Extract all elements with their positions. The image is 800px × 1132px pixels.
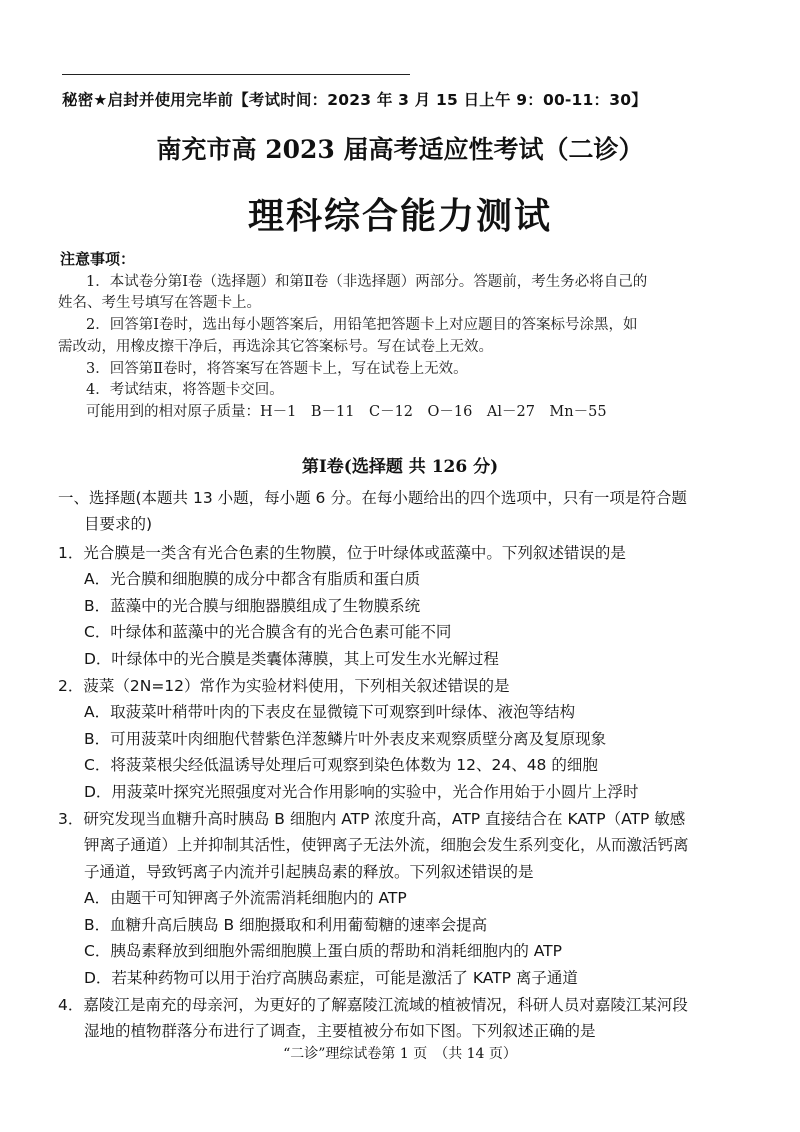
question-2-stem: 2．菠菜（2N=12）常作为实验材料使用，下列相关叙述错误的是 bbox=[58, 677, 510, 695]
question-3-option-b: B．血糖升高后胰岛 B 细胞摄取和利用葡萄糖的速率会提高 bbox=[84, 916, 488, 934]
question-1-option-a: A．光合膜和细胞膜的成分中都含有脂质和蛋白质 bbox=[84, 570, 421, 588]
header-rule bbox=[62, 74, 410, 75]
note-line: 1．本试卷分第Ⅰ卷（选择题）和第Ⅱ卷（非选择题）两部分。答题前，考生务必将自己的 bbox=[86, 274, 648, 290]
subject-title: 理科综合能力测试 bbox=[247, 196, 552, 237]
question-1-option-b: B．蓝藻中的光合膜与细胞器膜组成了生物膜系统 bbox=[84, 597, 421, 615]
note-line: 2．回答第Ⅰ卷时，选出每小题答案后，用铅笔把答题卡上对应题目的答案标号涂黑，如 bbox=[86, 317, 638, 333]
atomic-mass-line: 可能用到的相对原子质量：H－1 B－11 C－12 O－16 Al－27 Mn－55 bbox=[86, 404, 607, 420]
note-line: 3．回答第Ⅱ卷时，将答案写在答题卡上，写在试卷上无效。 bbox=[86, 361, 468, 377]
question-1-option-c: C．叶绿体和蓝藻中的光合膜含有的光合色素可能不同 bbox=[84, 623, 452, 641]
notes-heading: 注意事项： bbox=[60, 250, 136, 268]
question-2-option-d: D．用菠菜叶探究光照强度对光合作用影响的实验中，光合作用始于小圆片上浮时 bbox=[84, 783, 639, 801]
note-line: 姓名、考生号填写在答题卡上。 bbox=[58, 295, 261, 311]
part-instructions: 一、选择题(本题共 13 小题，每小题 6 分。在每小题给出的四个选项中，只有一项是符合题 bbox=[58, 489, 687, 507]
part-instructions: 目要求的) bbox=[84, 515, 153, 533]
page-footer: “二诊”理综试卷第 1 页 （共 14 页） bbox=[283, 1046, 517, 1062]
question-1-stem: 1．光合膜是一类含有光合色素的生物膜，位于叶绿体或蓝藻中。下列叙述错误的是 bbox=[58, 544, 626, 562]
question-3-option-a: A．由题干可知钾离子外流需消耗细胞内的 ATP bbox=[84, 889, 407, 907]
question-2-option-c: C．将菠菜根尖经低温诱导处理后可观察到染色体数为 12、24、48 的细胞 bbox=[84, 756, 598, 774]
question-2-option-b: B．可用菠菜叶肉细胞代替紫色洋葱鳞片叶外表皮来观察质壁分离及复原现象 bbox=[84, 730, 607, 748]
question-3-option-c: C．胰岛素释放到细胞外需细胞膜上蛋白质的帮助和消耗细胞内的 ATP bbox=[84, 942, 562, 960]
question-4-stem: 湿地的植物群落分布进行了调查，主要植被分布如下图。下列叙述正确的是 bbox=[84, 1022, 596, 1040]
confidential-notice: 秘密★启封并使用完毕前【考试时间：2023 年 3 月 15 日上午 9：00-11：30】 bbox=[62, 91, 647, 109]
note-line: 4．考试结束，将答题卡交回。 bbox=[86, 382, 284, 398]
question-3-stem: 钾离子通道）上并抑制其活性，使钾离子无法外流，细胞会发生系列变化，从而激活钙离 bbox=[84, 836, 689, 854]
note-line: 需改动，用橡皮擦干净后，再选涂其它答案标号。写在试卷上无效。 bbox=[58, 339, 493, 355]
question-2-option-a: A．取菠菜叶稍带叶肉的下表皮在显微镜下可观察到叶绿体、液泡等结构 bbox=[84, 703, 576, 721]
question-4-stem: 4．嘉陵江是南充的母亲河，为更好的了解嘉陵江流域的植被情况，科研人员对嘉陵江某河段 bbox=[58, 996, 688, 1014]
exam-title: 南充市高 2023 届高考适应性考试（二诊） bbox=[156, 135, 644, 164]
section-title: 第Ⅰ卷(选择题 共 126 分) bbox=[301, 457, 499, 477]
question-3-stem: 3．研究发现当血糖升高时胰岛 B 细胞内 ATP 浓度升高，ATP 直接结合在 KATP（ATP 敏感 bbox=[58, 810, 686, 828]
question-3-stem: 子通道，导致钙离子内流并引起胰岛素的释放。下列叙述错误的是 bbox=[84, 863, 534, 881]
question-1-option-d: D．叶绿体中的光合膜是类囊体薄膜，其上可发生水光解过程 bbox=[84, 650, 499, 668]
question-3-option-d: D．若某种药物可以用于治疗高胰岛素症，可能是激活了 KATP 离子通道 bbox=[84, 969, 578, 987]
